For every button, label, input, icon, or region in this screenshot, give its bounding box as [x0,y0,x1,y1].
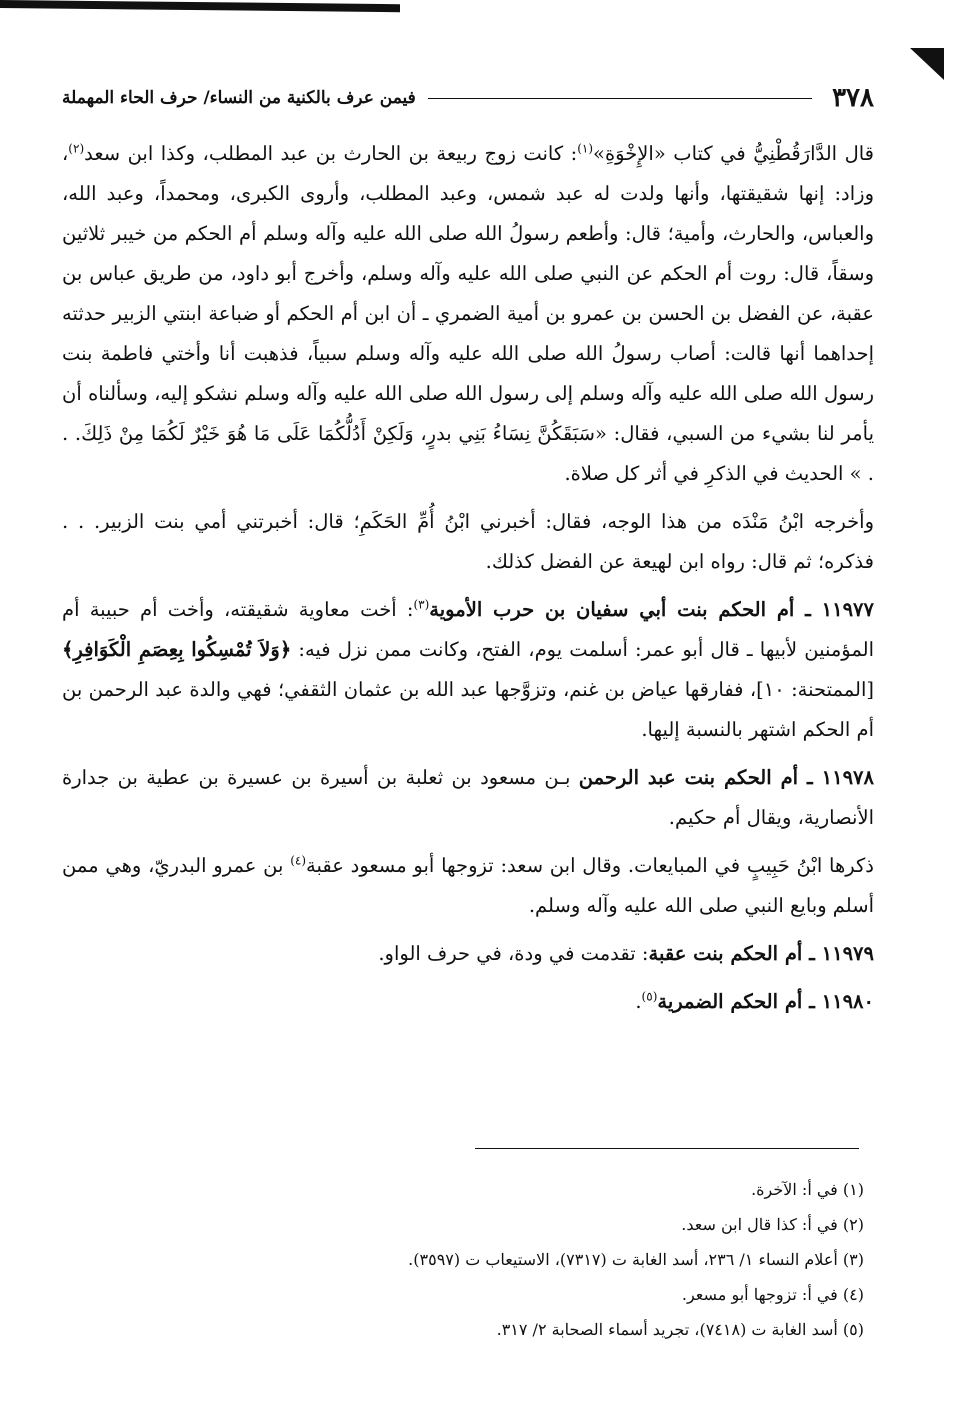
footnote-ref: (٣) [413,597,430,612]
footnote-4: (٤) في أ: تزوجها أبو مسعر. [681,1285,864,1304]
footnote-ref: (٤) [290,853,307,868]
footnote-ref: (٢) [68,141,85,156]
footnotes [200,1172,864,1347]
footnote-5: (٥) أسد الغابة ت (٧٤١٨)، تجريد أسماء الصحابة ٢/ ٣١٧. [496,1320,864,1339]
text-run: : أخت معاوية شقيقته، وأخت أم حبيبة أم المؤمنين لأبيها ـ قال أبو عمر: أسلمت يوم، الفتح، وكانت ممن نزل فيه: [62,598,874,661]
quran-quote: ﴿وَلاَ تُمْسِكُوا بِعِصَمِ الْكَوَافِرِ﴾ [62,638,292,661]
footnote-3: (٣) أعلام النساء ١/ ٢٣٦، أسد الغابة ت (٧٣١٧)، الاستيعاب ت (٣٥٩٧). [408,1250,864,1269]
running-title: فيمن عرف بالكنية من النساء/ حرف الحاء المهملة [62,88,416,108]
entry-heading: ١١٩٧٩ ـ أم الحكم بنت عقبة [648,942,874,965]
page-header [62,78,874,118]
entry-heading: ١١٩٧٨ ـ أم الحكم بنت عبد الرحمن [578,766,874,789]
text-run: وأخرجه ابْنُ مَنْدَه من هذا الوجه، فقال: أخبرني ابْنُ أُمِّ الحَكَمِ؛ قال: أخبرتني أمي بنت الزبير. . . فذكره؛ ثم قال: رواه ابن لهيعة عن الفضل كذلك. [62,510,874,573]
footnote-2: (٢) في أ: كذا قال ابن سعد. [681,1215,864,1234]
text-run: : تقدمت في ودة، في حرف الواو. [378,942,649,965]
paragraph-p4 [62,758,874,838]
paragraph-p5 [62,846,874,926]
page-corner-triangle [910,48,944,80]
footnote-ref: (١) [577,141,594,156]
text-run: : كانت زوج ربيعة بن الحارث بن عبد المطلب، وكذا ابن سعد [84,142,578,165]
paragraph-p7 [62,982,874,1022]
scan-edge-bar [0,0,400,12]
text-run: . [635,990,642,1013]
footnote-1: (١) في أ: الآخرة. [751,1180,864,1199]
text-run: ذكرها ابْنُ حَبِيبٍ في المبايعات. وقال ابن سعد: تزوجها أبو مسعود عقبة [306,854,874,877]
paragraph-p1 [62,134,874,494]
book-page [62,78,874,1030]
footnote-ref: (٥) [641,989,658,1004]
text-run: بـن مسعود بن ثعلبة بن أسيرة بن عسيرة بن عطية بن جدارة الأنصارية، ويقال أم حكيم. [62,766,874,829]
paragraph-p3 [62,590,874,750]
entry-heading: ١١٩٨٠ ـ أم الحكم الضمرية [657,990,874,1013]
text-run: [الممتحنة: ١٠]، ففارقها عياض بن غنم، وتزوَّجها عبد الله بن عثمان الثقفي؛ فهي والدة عبد الرحمن بن أم الحكم اشتهر بالنسبة إليها. [62,678,874,741]
footnote-separator [475,1148,859,1149]
paragraph-p6 [62,934,874,974]
body-text [62,134,874,1022]
paragraph-p2 [62,502,874,582]
text-run: بن عمرو البدريّ، وهي ممن أسلم وبايع النبي صلى الله عليه وآله وسلم. [62,854,874,917]
text-run: قال الدَّارَقُطْنِيُّ في كتاب «الإِخْوَةِ» [593,142,874,165]
page-number: ٣٧٨ [832,83,874,113]
entry-heading: ١١٩٧٧ ـ أم الحكم بنت أبي سفيان بن حرب الأموية [429,598,874,621]
header-rule [428,98,812,99]
text-run: ، وزاد: إنها شقيقتها، وأنها ولدت له عبد شمس، وعبد المطلب، وأروى الكبرى، ومحمداً، وعبد الله، والعباس، والحارث، وأمية؛ قال: وأطعم رسولُ الله صلى الله عليه وآله وسلم أم الحكم من خيبر ثلاثين وسقاً، قال: روت أم الحكم عن النبي صلى الله عليه وآله وسلم، وأخرج أبو داود، من طريق عباس بن عقبة، عن الفضل بن الحسن بن عمرو بن أمية الضمري ـ أن ابن أم الحكم أو ضباعة ابنتي الزبير حدثته إحداهما أنها قالت: أصاب رسولُ الله صلى الله عليه وآله وسلم سبياً، فذهبت أنا وأختي فاطمة بنت رسول الله صلى الله عليه وآله وسلم إلى رسول الله صلى الله عليه وآله وسلم نشكو إليه، وسألناه أن يأمر لنا بشيء من السبي، فقال: «سَبَقَكُنَّ نِسَاءُ بَنِي بدرٍ، وَلَكِنْ أَدُلُّكُمَا عَلَى مَا هُوَ خَيْرٌ لَكُمَا مِنْ ذَلِكَ. . . » الحديث في الذكرِ في أثر كل صلاة. [62,142,874,485]
